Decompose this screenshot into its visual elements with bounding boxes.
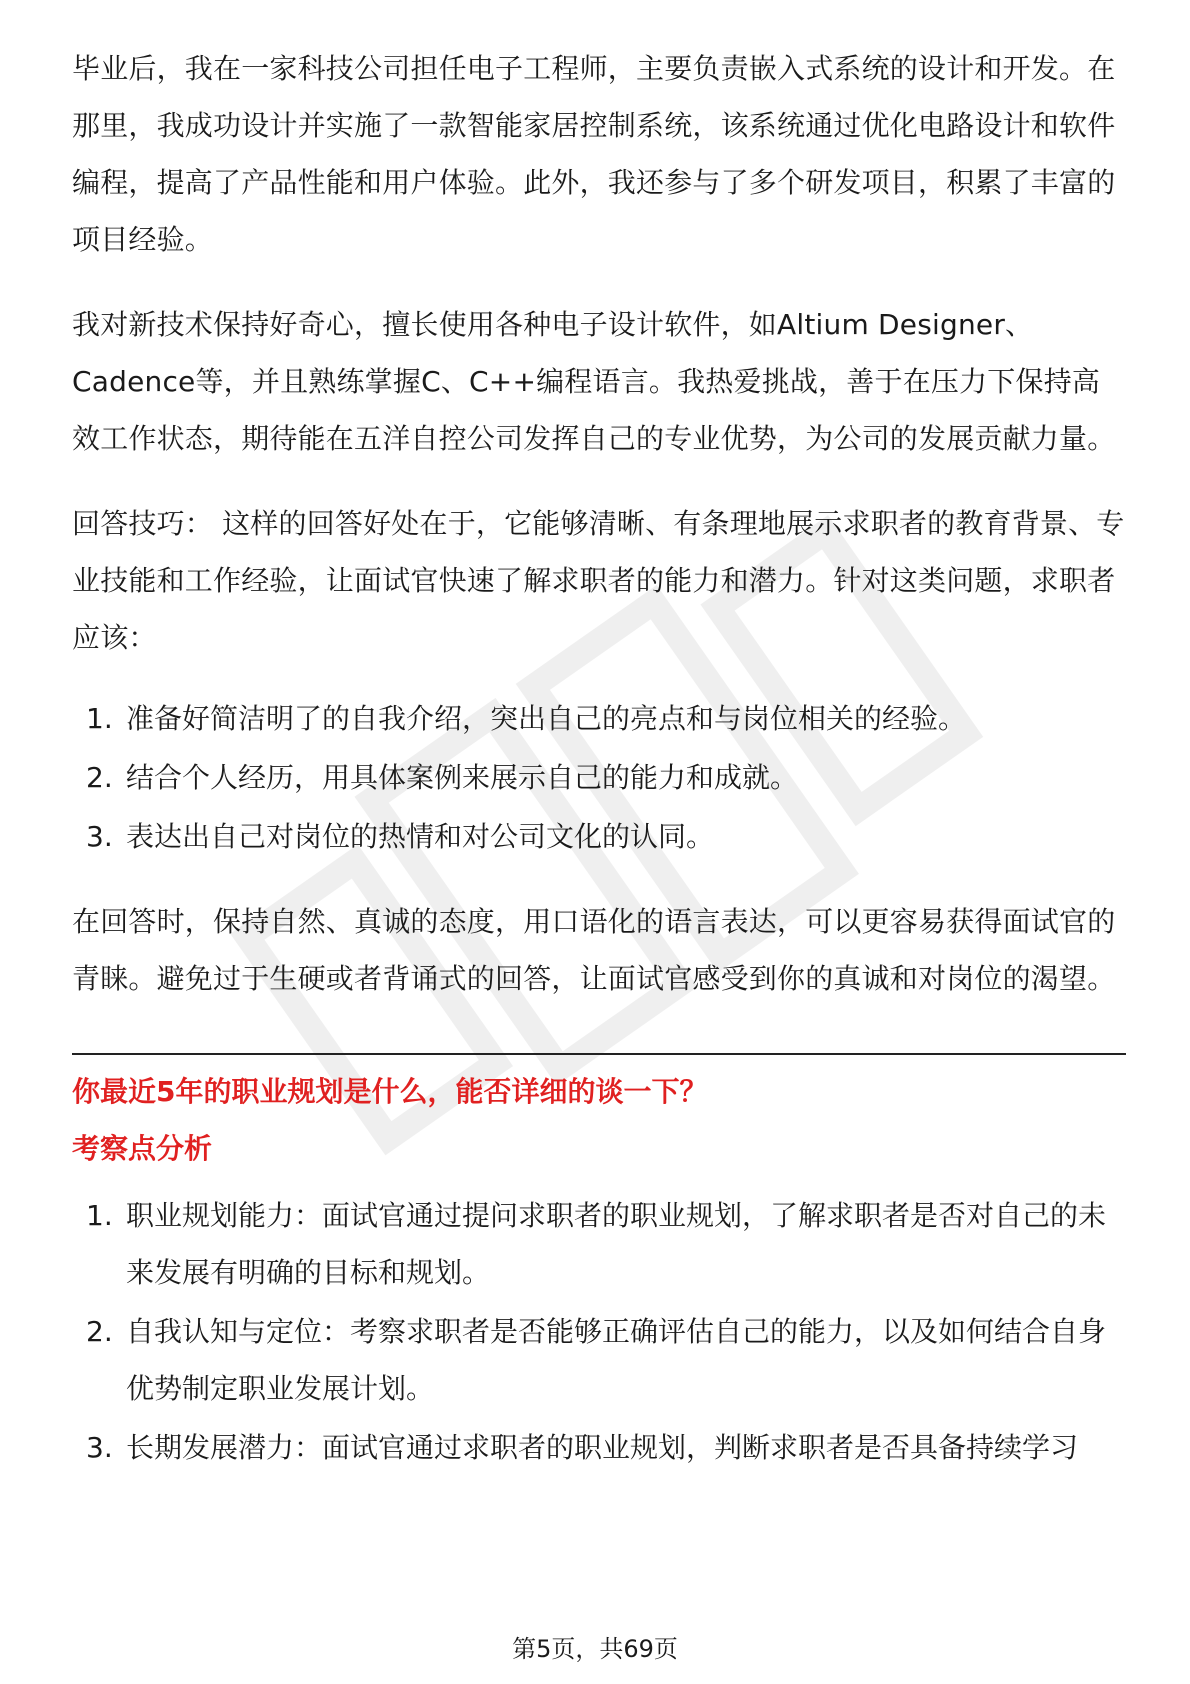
list-item: 2. 结合个人经历，用具体案例来展示自己的能力和成就。 (86, 761, 799, 794)
list-item: 1. 准备好简洁明了的自我介绍，突出自己的亮点和与岗位相关的经验。 (86, 702, 967, 735)
analysis-list (72, 1187, 1126, 1476)
paragraph-answer-advice: 在回答时，保持自然、真诚的态度，用口语化的语言表达，可以更容易获得面试官的青睐。避免过于生硬或者背诵式的回答，让面试官感受到你的真诚和对岗位的渴望。 (72, 905, 1116, 995)
paragraph-skills: 我对新技术保持好奇心，擅长使用各种电子设计软件，如Altium Designer、Cadence等，并且熟练掌握C、C++编程语言。我热爱挑战，善于在压力下保持高效工作状态，期待能在五洋自控公司发挥自己的专业优势，为公司的发展贡献力量。 (72, 308, 1116, 455)
document-page (72, 40, 1126, 1478)
section-divider (72, 1053, 1126, 1055)
page-footer: 第5页，共69页 (512, 1635, 678, 1663)
list-item: 2. 自我认知与定位：考察求职者是否能够正确评估自己的能力，以及如何结合自身优势制定职业发展计划。 (86, 1315, 1107, 1405)
paragraph-work-experience: 毕业后，我在一家科技公司担任电子工程师，主要负责嵌入式系统的设计和开发。在那里，我成功设计并实施了一款智能家居控制系统，该系统通过优化电路设计和软件编程，提高了产品性能和用户体验。此外，我还参与了多个研发项目，积累了丰富的项目经验。 (72, 52, 1116, 256)
question-heading: 你最近5年的职业规划是什么，能否详细的谈一下？ (72, 1075, 708, 1108)
list-item: 3. 长期发展潜力：面试官通过求职者的职业规划，判断求职者是否具备持续学习 (86, 1431, 1079, 1464)
paragraph-answer-tips: 回答技巧： 这样的回答好处在于，它能够清晰、有条理地展示求职者的教育背景、专业技能和工作经验，让面试官快速了解求职者的能力和潜力。针对这类问题，求职者应该： (72, 507, 1125, 654)
list-item: 1. 职业规划能力：面试官通过提问求职者的职业规划，了解求职者是否对自己的未来发展有明确的目标和规划。 (86, 1199, 1107, 1289)
tips-list (72, 690, 1126, 865)
list-item: 3. 表达出自己对岗位的热情和对公司文化的认同。 (86, 820, 715, 853)
analysis-heading: 考察点分析 (72, 1132, 213, 1165)
